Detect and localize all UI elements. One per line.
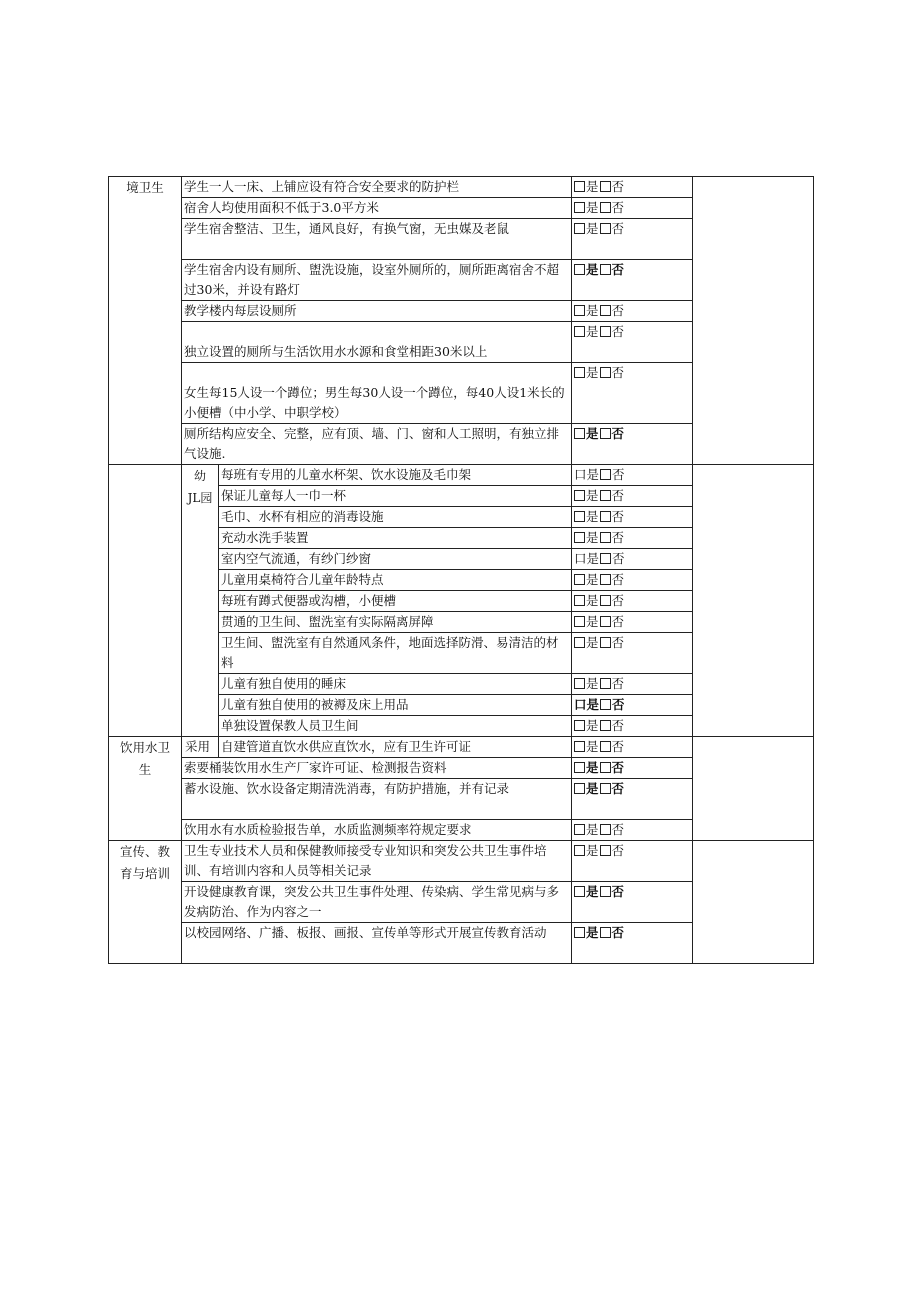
checkbox-yes[interactable] [574, 490, 585, 501]
checkbox-no[interactable] [600, 264, 611, 275]
item-text: 蓄水设施、饮水设备定期清洗消毒，有防护措施，并有记录 [182, 779, 572, 820]
category-education [109, 841, 182, 964]
inspection-table [108, 176, 814, 964]
yes-no-check: 是 否 [572, 177, 693, 198]
item-text: 宿舍人均使用面积不低于3.0平方米 [182, 198, 572, 219]
checkbox-yes[interactable] [574, 532, 585, 543]
checkbox-no[interactable] [600, 595, 611, 606]
remarks-cell[interactable] [693, 737, 814, 841]
item-text: 以校园网络、广播、板报、画报、宣传单等形式开展宣传教育活动 [182, 923, 572, 964]
yes-no-check: 是 否 [572, 570, 693, 591]
checkbox-yes[interactable] [574, 326, 585, 337]
subcategory-label: 幼 JL园 [187, 469, 213, 505]
checkbox-yes-glyph[interactable]: 口 [574, 467, 587, 482]
item-text: 卫生间、盥洗室有自然通风条件，地面选择防滑、易清洁的材料 [219, 633, 572, 674]
item-text: 每班有蹲式便器或沟槽，小便槽 [219, 591, 572, 612]
item-text: 儿童用桌椅符合儿童年龄特点 [219, 570, 572, 591]
yes-no-check: 是 否 [572, 758, 693, 779]
checkbox-no[interactable] [600, 202, 611, 213]
checkbox-no[interactable] [600, 886, 611, 897]
checkbox-yes[interactable] [574, 511, 585, 522]
yes-no-check: 是 否 [572, 219, 693, 260]
checkbox-no[interactable] [600, 305, 611, 316]
item-text: 保证儿童每人一巾一杯 [219, 486, 572, 507]
item-text: 单独设置保教人员卫生间 [219, 716, 572, 737]
checkbox-yes[interactable] [574, 824, 585, 835]
checkbox-yes[interactable] [574, 264, 585, 275]
item-text: 学生宿舍内设有厕所、盥洗设施，设室外厕所的，厕所距离宿舍不超过30米，并设有路灯 [182, 260, 572, 301]
checkbox-no[interactable] [600, 511, 611, 522]
checkbox-no[interactable] [600, 824, 611, 835]
item-text: 学生宿舍整洁、卫生，通风良好，有换气窗，无虫媒及老鼠 [182, 219, 572, 260]
checkbox-yes[interactable] [574, 428, 585, 439]
item-text: 学生一人一床、上铺应设有符合安全要求的防护栏 [182, 177, 572, 198]
yes-no-check: 是 否 [572, 882, 693, 923]
checkbox-no[interactable] [600, 553, 611, 564]
item-text: 贯通的卫生间、盥洗室有实际隔离屏障 [219, 612, 572, 633]
checkbox-no[interactable] [600, 223, 611, 234]
category-environment: 境卫生 [109, 177, 182, 465]
category-drinking-water [109, 737, 182, 841]
yes-no-check: 是 否 [572, 528, 693, 549]
yes-no-check: 是 否 [572, 841, 693, 882]
item-text: 厕所结构应安全、完整，应有顶、墙、门、窗和人工照明，有独立排气设施. [182, 424, 572, 465]
yes-no-check: 口是 否 [572, 549, 693, 570]
checkbox-yes[interactable] [574, 367, 585, 378]
checkbox-no[interactable] [600, 574, 611, 585]
item-text: 索要桶装饮用水生产厂家许可证、检测报告资料 [182, 758, 572, 779]
item-text: 女生每15人设一个蹲位；男生每30人设一个蹲位，每40人设1米长的小便槽（中小学、中职学校） [182, 363, 572, 424]
item-text: 充动水洗手装置 [219, 528, 572, 549]
yes-no-check: 是 否 [572, 716, 693, 737]
remarks-cell[interactable] [693, 465, 814, 737]
checkbox-no[interactable] [600, 783, 611, 794]
yes-no-check: 是 否 [572, 591, 693, 612]
yes-no-check: 是 否 [572, 779, 693, 820]
yes-no-check: 是 否 [572, 507, 693, 528]
category-label: 宣传、教 育与培训 [119, 844, 170, 881]
checkbox-no[interactable] [600, 678, 611, 689]
checkbox-yes[interactable] [574, 181, 585, 192]
yes-no-check: 是 否 [572, 674, 693, 695]
checkbox-no[interactable] [600, 699, 611, 710]
remarks-cell[interactable] [693, 177, 814, 465]
checkbox-yes[interactable] [574, 616, 585, 627]
checkbox-yes-glyph[interactable]: 口 [574, 697, 587, 712]
category-blank [109, 465, 182, 737]
checkbox-no[interactable] [600, 762, 611, 773]
checkbox-no[interactable] [600, 741, 611, 752]
checkbox-no[interactable] [600, 616, 611, 627]
checkbox-yes[interactable] [574, 574, 585, 585]
item-text: 卫生专业技术人员和保健教师接受专业知识和突发公共卫生事件培训、有培训内容和人员等相关记录 [182, 841, 572, 882]
checkbox-no[interactable] [600, 326, 611, 337]
checkbox-yes[interactable] [574, 678, 585, 689]
yes-no-check: 是 否 [572, 737, 693, 758]
checkbox-no[interactable] [600, 637, 611, 648]
checkbox-yes[interactable] [574, 762, 585, 773]
checkbox-yes[interactable] [574, 202, 585, 213]
item-text: 教学楼内每层设厕所 [182, 301, 572, 322]
checkbox-no[interactable] [600, 845, 611, 856]
checkbox-no[interactable] [600, 428, 611, 439]
yes-no-check: 口是 否 [572, 465, 693, 486]
checkbox-yes-glyph[interactable]: 口 [574, 551, 587, 566]
yes-no-check: 是 否 [572, 322, 693, 363]
checkbox-no[interactable] [600, 927, 611, 938]
yes-no-check: 是 否 [572, 923, 693, 964]
checkbox-yes[interactable] [574, 595, 585, 606]
checkbox-yes[interactable] [574, 637, 585, 648]
item-text: 毛巾、水杯有相应的消毒设施 [219, 507, 572, 528]
item-text: 每班有专用的儿童水杯架、饮水设施及毛巾架 [219, 465, 572, 486]
subcategory-kindergarten [182, 465, 219, 737]
yes-no-check: 是 否 [572, 486, 693, 507]
yes-no-check: 是 否 [572, 633, 693, 674]
checkbox-no[interactable] [600, 469, 611, 480]
yes-no-check: 是 否 [572, 198, 693, 219]
yes-no-check: 是 否 [572, 820, 693, 841]
yes-no-check: 是 否 [572, 612, 693, 633]
yes-no-check: 是 否 [572, 363, 693, 424]
item-text: 室内空气流通，有纱门纱窗 [219, 549, 572, 570]
yes-no-check: 是 否 [572, 424, 693, 465]
item-text: 开设健康教育课，突发公共卫生事件处理、传染病、学生常见病与多发病防治、作为内容之一 [182, 882, 572, 923]
item-text: 儿童有独自使用的被褥及床上用品 [219, 695, 572, 716]
checkbox-yes[interactable] [574, 223, 585, 234]
remarks-cell[interactable] [693, 841, 814, 964]
checkbox-yes[interactable] [574, 845, 585, 856]
yes-no-check: 是 否 [572, 301, 693, 322]
item-text: 自建管道直饮水供应直饮水，应有卫生许可证 [219, 737, 572, 758]
item-text: 独立设置的厕所与生活饮用水水源和食堂相距30米以上 [182, 322, 572, 363]
checkbox-no[interactable] [600, 490, 611, 501]
item-text: 饮用水有水质检验报告单，水质监测频率符规定要求 [182, 820, 572, 841]
yes-no-check: 口是 否 [572, 695, 693, 716]
checkbox-yes[interactable] [574, 741, 585, 752]
checkbox-yes[interactable] [574, 783, 585, 794]
checkbox-yes[interactable] [574, 886, 585, 897]
item-text-prefix: 采用 [182, 737, 219, 758]
checkbox-no[interactable] [600, 367, 611, 378]
checkbox-no[interactable] [600, 720, 611, 731]
item-text: 儿童有独自使用的睡床 [219, 674, 572, 695]
checkbox-no[interactable] [600, 532, 611, 543]
category-label: 饮用水卫 生 [119, 740, 170, 777]
checkbox-yes[interactable] [574, 720, 585, 731]
checkbox-no[interactable] [600, 181, 611, 192]
checkbox-yes[interactable] [574, 305, 585, 316]
checkbox-yes[interactable] [574, 927, 585, 938]
yes-no-check: 是 否 [572, 260, 693, 301]
